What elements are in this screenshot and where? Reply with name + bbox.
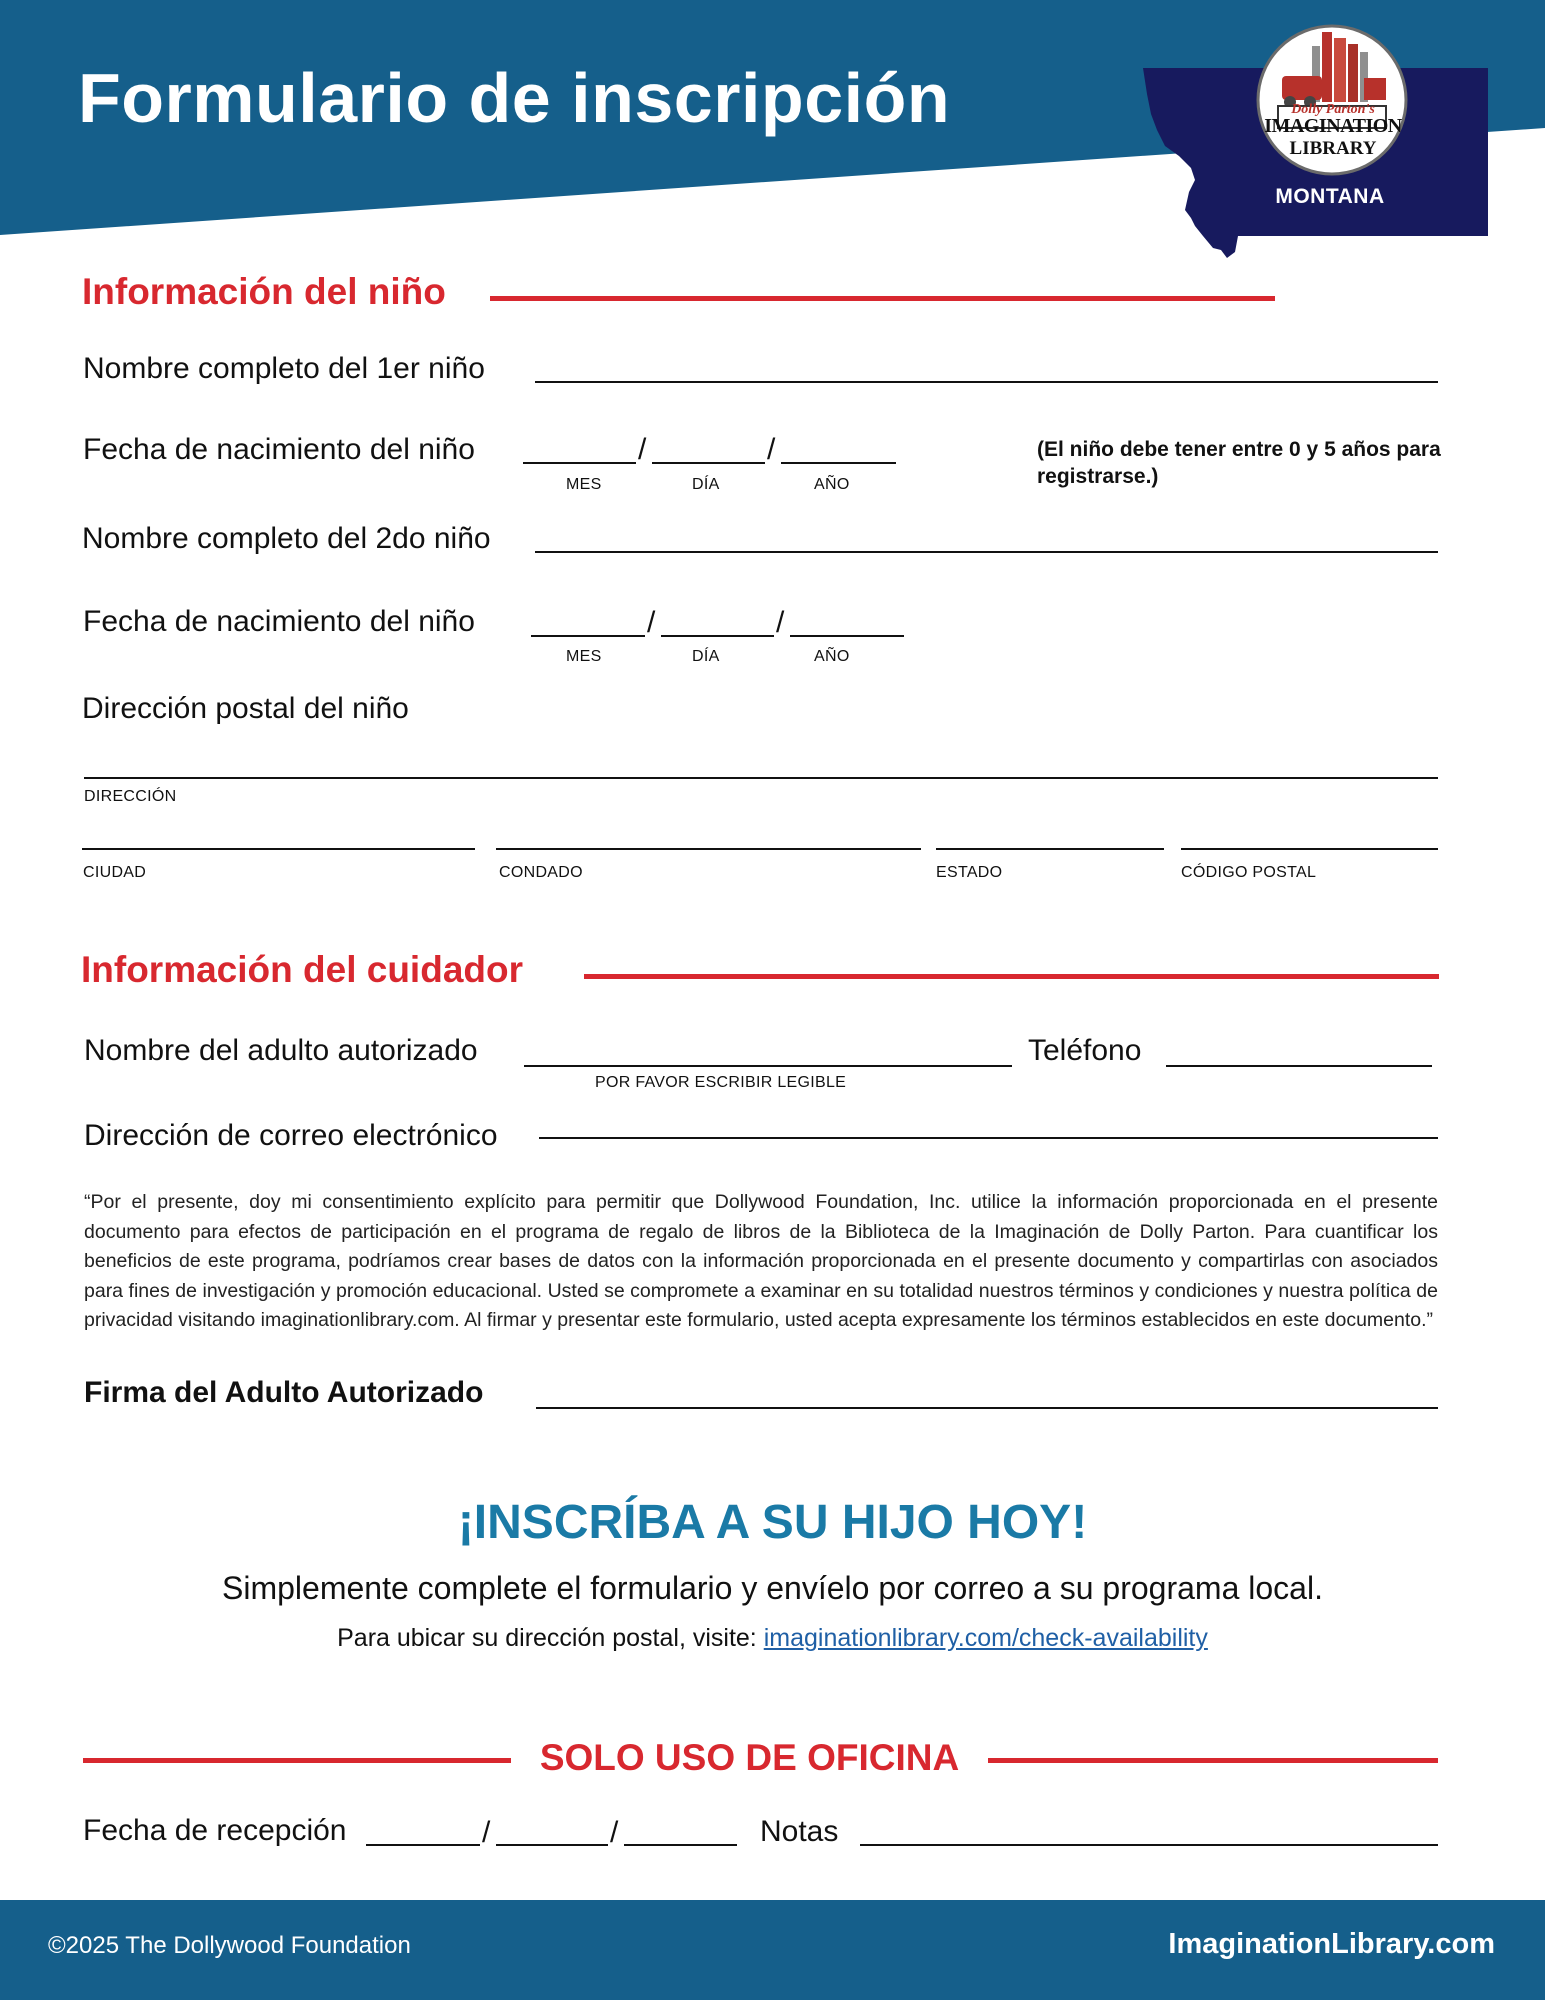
- city-field[interactable]: [82, 848, 475, 850]
- logo-brand-sub: LIBRARY: [1289, 138, 1377, 159]
- state-field[interactable]: [936, 848, 1164, 850]
- signature-field[interactable]: [536, 1407, 1438, 1409]
- office-rule-left: [83, 1758, 511, 1763]
- child1-dob-year-field[interactable]: [781, 462, 896, 464]
- consent-statement: “Por el presente, doy mi consentimiento explícito para permitir que Dollywood Foundation, Inc. utilice la información proporcionada en el presente documento para efectos de participación en el programa de regalo de libros de la Biblioteca de la Imaginación de Dolly Parton. Para cuantificar los beneficios de este programa, podríamos crear bases de datos con la información proporcionada en el presente documento y compartirlas con asociados para fines de investigación y promoción educacional. Usted se compromete a examinar en su totalidad nuestros términos y condiciones y nuestra política de privacidad visitando imaginationlibrary.com. Al firmar y presentar este formulario, usted acepta expresamente los términos establecidos en este documento.”: [84, 1191, 1438, 1331]
- county-caption: CONDADO: [499, 864, 583, 881]
- child2-dob-label: Fecha de nacimiento del niño: [83, 605, 475, 638]
- received-month-field[interactable]: [366, 1844, 480, 1846]
- email-label: Dirección de correo electrónico: [84, 1119, 498, 1152]
- cta-locate-prefix: Para ubicar su dirección postal, visite:: [337, 1624, 757, 1652]
- child2-dob-day-field[interactable]: [661, 635, 774, 637]
- date-separator: /: [767, 433, 776, 466]
- day-caption: DÍA: [692, 476, 720, 493]
- received-date-label: Fecha de recepción: [83, 1814, 347, 1847]
- print-legibly-caption: POR FAVOR ESCRIBIR LEGIBLE: [595, 1074, 847, 1091]
- age-requirement-note: (El niño debe tener entre 0 y 5 años para registrarse.): [1037, 438, 1441, 488]
- date-separator: /: [482, 1816, 491, 1849]
- date-separator: /: [610, 1816, 619, 1849]
- date-separator: /: [776, 606, 785, 639]
- city-caption: CIUDAD: [83, 864, 147, 881]
- phone-field[interactable]: [1166, 1065, 1432, 1067]
- month-caption: MES: [566, 648, 602, 665]
- child1-dob-label: Fecha de nacimiento del niño: [83, 433, 475, 466]
- check-availability-link[interactable]: imaginationlibrary.com/check-availability: [763, 1624, 1208, 1652]
- county-field[interactable]: [496, 848, 921, 850]
- cta-subline: Simplemente complete el formulario y envíelo por correo a su programa local.: [222, 1570, 1323, 1606]
- child1-dob-day-field[interactable]: [652, 462, 765, 464]
- child2-name-field[interactable]: [535, 551, 1438, 553]
- mailing-address-label: Dirección postal del niño: [82, 692, 409, 725]
- logo-state-label: MONTANA: [1275, 185, 1385, 208]
- phone-label: Teléfono: [1028, 1034, 1142, 1067]
- cta-headline: ¡INSCRÍBA A SU HIJO HOY!: [457, 1496, 1088, 1549]
- logo-brand-main: IMAGINATION: [1264, 115, 1402, 137]
- year-caption: AÑO: [814, 648, 850, 665]
- date-separator: /: [638, 433, 647, 466]
- adult-name-label: Nombre del adulto autorizado: [84, 1034, 478, 1067]
- section-heading-caregiver: Información del cuidador: [81, 949, 523, 990]
- footer-website: ImaginationLibrary.com: [1168, 1928, 1495, 1960]
- day-caption: DÍA: [692, 648, 720, 665]
- child1-name-field[interactable]: [535, 381, 1438, 383]
- signature-label: Firma del Adulto Autorizado: [84, 1376, 484, 1409]
- received-day-field[interactable]: [496, 1844, 608, 1846]
- year-caption: AÑO: [814, 476, 850, 493]
- section-heading-child: Información del niño: [82, 271, 446, 312]
- office-rule-right: [988, 1758, 1438, 1763]
- notes-field[interactable]: [860, 1844, 1438, 1846]
- street-address-field[interactable]: [84, 777, 1438, 779]
- child1-name-label: Nombre completo del 1er niño: [83, 352, 485, 385]
- footer-copyright: ©2025 The Dollywood Foundation: [48, 1932, 411, 1959]
- child2-name-label: Nombre completo del 2do niño: [82, 522, 491, 555]
- month-caption: MES: [566, 476, 602, 493]
- logo-brand-top: Dolly Parton's: [1291, 102, 1375, 117]
- street-caption: DIRECCIÓN: [84, 788, 177, 805]
- cta-locate-line: [0, 1624, 1545, 1653]
- section-rule-child: [490, 296, 1275, 301]
- notes-label: Notas: [760, 1815, 839, 1848]
- section-rule-caregiver: [584, 974, 1439, 979]
- office-heading: SOLO USO DE OFICINA: [539, 1737, 960, 1778]
- state-caption: ESTADO: [936, 864, 1003, 881]
- child1-dob-month-field[interactable]: [523, 462, 636, 464]
- email-field[interactable]: [539, 1137, 1438, 1139]
- child2-dob-month-field[interactable]: [531, 635, 645, 637]
- page-title: Formulario de inscripción: [78, 59, 951, 137]
- date-separator: /: [647, 606, 656, 639]
- received-year-field[interactable]: [624, 1844, 737, 1846]
- child2-dob-year-field[interactable]: [790, 635, 904, 637]
- zip-field[interactable]: [1181, 848, 1438, 850]
- zip-caption: CÓDIGO POSTAL: [1181, 864, 1317, 881]
- adult-name-field[interactable]: [524, 1065, 1012, 1067]
